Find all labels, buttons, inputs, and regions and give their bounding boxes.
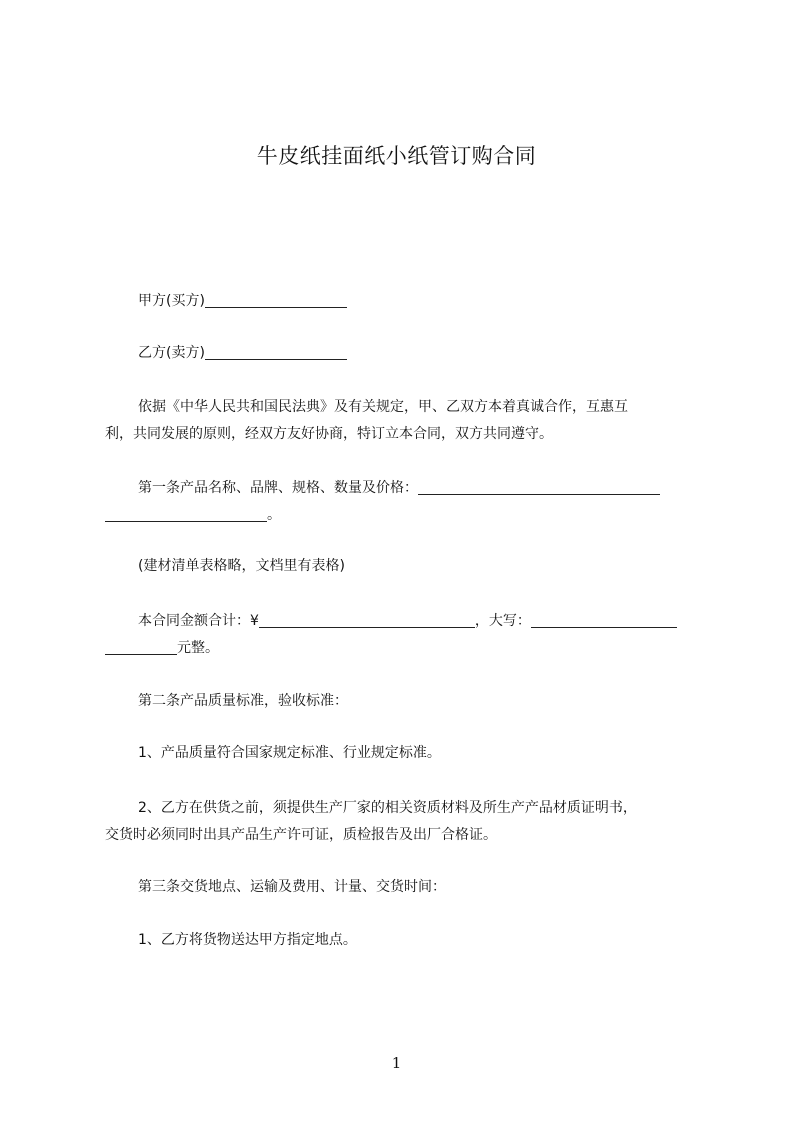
article-1-heading: 第一条产品名称、品牌、规格、数量及价格： [138,480,418,496]
amount-capital-label: ，大写： [474,613,531,629]
contract-amount [105,608,705,662]
article-2-heading: 第二条产品质量标准，验收标准： [138,693,348,709]
article-3-item-1: 1、乙方将货物送达甲方指定地点。 [138,932,357,948]
article-3-heading: 第三条交货地点、运输及费用、计量、交货时间： [138,879,446,895]
article-2-heading-line [105,688,705,715]
party-a-line [105,288,705,315]
party-a-label: 甲方(买方) [138,293,205,309]
article-1-blank-a[interactable] [418,478,660,495]
page-number: 1 [391,1054,402,1072]
amount-suffix: 元整。 [177,640,219,656]
amount-label: 本合同金额合计：¥ [138,613,259,629]
article-2-item-2-line-2: 交货时必须同时出具产品生产许可证，质检报告及出厂合格证。 [105,827,497,843]
article-2-item-2 [105,795,705,849]
article-1 [105,475,705,529]
party-a-blank[interactable] [205,291,347,308]
amount-capital-blank-b[interactable] [105,638,177,655]
preamble-line-1: 依据《中华人民共和国民法典》及有关规定，甲、乙双方本着真诚合作，互惠互 [138,399,628,415]
materials-note: (建材清单表格略，文档里有表格) [138,558,345,574]
article-2-item-1: 1、产品质量符合国家规定标准、行业规定标准。 [138,745,441,761]
article-1-end: 。 [267,507,281,523]
article-3-item-1-line [105,927,705,954]
article-1-blank-b[interactable] [105,505,267,522]
article-2-item-1-line [105,740,705,767]
materials-note-line [105,553,705,580]
page-title: 牛皮纸挂面纸小纸管订购合同 [256,144,537,168]
preamble-line-2: 利，共同发展的原则，经双方友好协商，特订立本合同，双方共同遵守。 [105,426,553,442]
amount-number-blank[interactable] [259,611,475,628]
article-2-item-2-line-1: 2、乙方在供货之前，须提供生产厂家的相关资质材料及所生产产品材质证明书， [138,800,637,816]
party-b-label: 乙方(卖方) [138,345,205,361]
amount-capital-blank-a[interactable] [531,611,677,628]
preamble-paragraph [105,394,705,448]
article-3-heading-line [105,874,705,901]
party-b-blank[interactable] [205,343,347,360]
party-b-line [105,340,705,367]
